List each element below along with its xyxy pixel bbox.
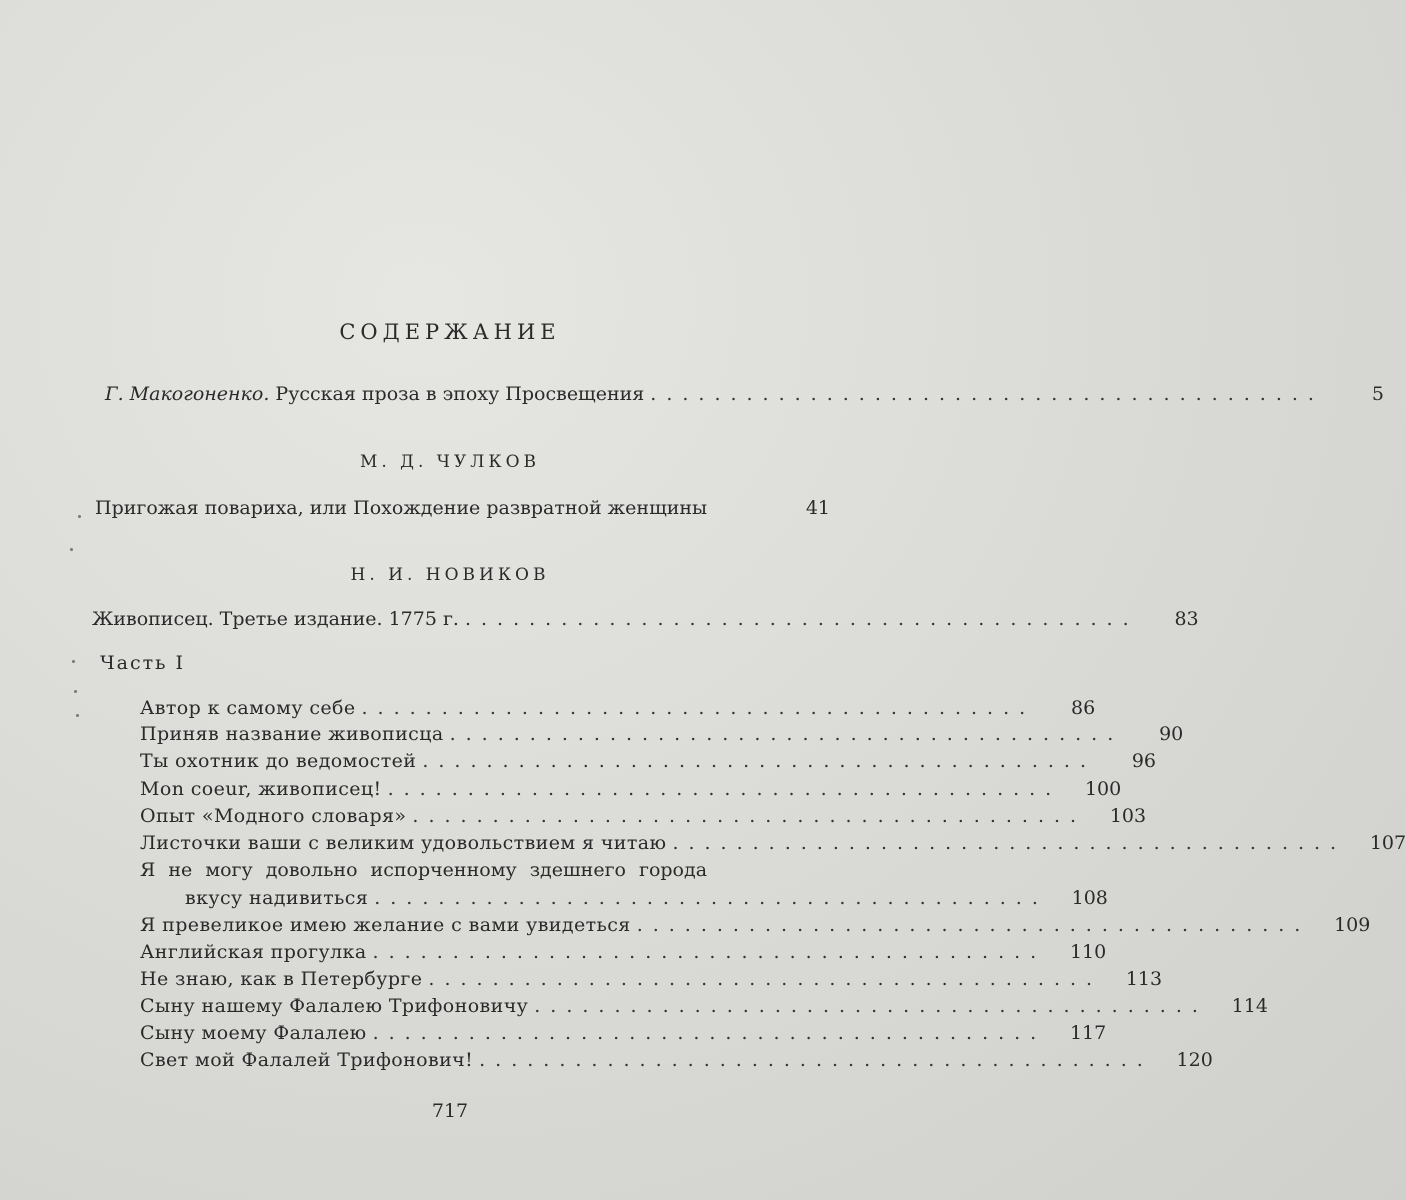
toc-intro-text bbox=[105, 383, 644, 405]
toc-entry-row bbox=[140, 914, 1371, 936]
dot-leader: .......................................... bbox=[372, 941, 1047, 963]
page-folio: 717 bbox=[431, 1100, 469, 1122]
dot-leader: .......................................... bbox=[464, 608, 1139, 630]
entry-title: Опыт «Модного словаря» bbox=[140, 805, 407, 827]
page-number: 96 bbox=[1131, 750, 1156, 772]
paper-speck bbox=[74, 690, 77, 693]
toc-intro-row bbox=[105, 383, 1384, 405]
toc-entry-row bbox=[140, 1049, 1213, 1071]
entry-title: Листочки ваши с великим удовольствием я читаю bbox=[140, 832, 667, 854]
toc-entry-row bbox=[140, 778, 1122, 800]
entry-title: Английская прогулка bbox=[140, 941, 367, 963]
entry-title: Сыну моему Фалалею bbox=[140, 1022, 367, 1044]
page-number: 5 bbox=[1371, 383, 1384, 405]
toc-entry-row bbox=[140, 968, 1163, 990]
page-number: 108 bbox=[1071, 887, 1108, 909]
toc-work-row bbox=[92, 608, 1199, 630]
dot-leader: .......................................... bbox=[422, 750, 1096, 772]
dot-leader: .......................................... bbox=[387, 778, 1062, 800]
entry-title: Свет мой Фалалей Трифонович! bbox=[140, 1049, 474, 1071]
toc-entry-row bbox=[140, 697, 1096, 719]
toc-entry-row bbox=[140, 750, 1156, 772]
entry-title: Mon coeur, живописец! bbox=[140, 778, 382, 800]
page-number: 107 bbox=[1369, 832, 1406, 854]
toc-work-row bbox=[95, 497, 830, 519]
page-number: 100 bbox=[1084, 778, 1122, 800]
dot-leader: .......................................... bbox=[374, 887, 1048, 909]
toc-entry-row bbox=[140, 723, 1184, 745]
entry-title: Я превеликое имею желание с вами увидеться bbox=[140, 914, 631, 936]
page-number: 90 bbox=[1159, 723, 1184, 745]
page-number: 114 bbox=[1231, 995, 1268, 1017]
dot-leader: .......................................... bbox=[479, 1049, 1153, 1071]
page-number: 103 bbox=[1109, 805, 1147, 827]
paper-speck bbox=[70, 548, 73, 551]
toc-entry-row bbox=[140, 1022, 1107, 1044]
page-number: 110 bbox=[1069, 941, 1107, 963]
dot-leader: .......................................... bbox=[650, 383, 1324, 405]
dot-leader: .......................................... bbox=[372, 1022, 1047, 1044]
entry-title: Я не могу довольно испорченному здешнего города bbox=[140, 859, 708, 881]
entry-title: Приняв название живописца bbox=[140, 723, 444, 745]
entry-title: Ты охотник до ведомостей bbox=[140, 750, 417, 772]
dot-leader: .......................................... bbox=[412, 805, 1087, 827]
page-number: 86 bbox=[1071, 697, 1096, 719]
intro-title: Русская проза в эпоху Просвещения bbox=[275, 383, 645, 405]
page-number: 41 bbox=[805, 497, 830, 519]
intro-author: Г. Макогоненко. bbox=[105, 383, 270, 405]
section-author: Н. И. НОВИКОВ bbox=[350, 565, 550, 585]
page-number: 109 bbox=[1334, 914, 1371, 936]
dot-leader: .......................................... bbox=[672, 832, 1347, 854]
page-number: 83 bbox=[1174, 608, 1199, 630]
paper-speck bbox=[76, 714, 79, 717]
entry-title-continued: вкусу надивиться bbox=[185, 887, 369, 909]
part-label: Часть I bbox=[100, 652, 186, 674]
dot-leader: .......................................... bbox=[534, 995, 1208, 1017]
dot-leader: .......................................... bbox=[636, 914, 1311, 936]
dot-leader: .......................................... bbox=[428, 968, 1103, 990]
toc-entry-row bbox=[140, 805, 1147, 827]
page-number: 120 bbox=[1176, 1049, 1213, 1071]
work-title: Пригожая повариха, или Похождение развратной женщины bbox=[95, 497, 708, 519]
toc-entry-row bbox=[140, 832, 1406, 854]
toc-entry-row bbox=[185, 887, 1108, 909]
paper-speck bbox=[78, 515, 81, 518]
entry-title: Не знаю, как в Петербурге bbox=[140, 968, 423, 990]
work-title: Живописец. Третье издание. 1775 г. bbox=[92, 608, 459, 630]
paper-speck bbox=[72, 660, 75, 663]
toc-entry-row bbox=[140, 941, 1107, 963]
dot-leader: .......................................... bbox=[361, 697, 1036, 719]
toc-entry-row bbox=[140, 995, 1268, 1017]
contents-heading: СОДЕРЖАНИЕ bbox=[339, 320, 561, 344]
entry-title: Автор к самому себе bbox=[140, 697, 356, 719]
dot-leader: .......................................... bbox=[449, 723, 1124, 745]
section-author: М. Д. ЧУЛКОВ bbox=[359, 452, 541, 472]
entry-title: Сыну нашему Фалалею Трифоновичу bbox=[140, 995, 529, 1017]
page-number: 113 bbox=[1125, 968, 1163, 990]
page-number: 117 bbox=[1069, 1022, 1107, 1044]
